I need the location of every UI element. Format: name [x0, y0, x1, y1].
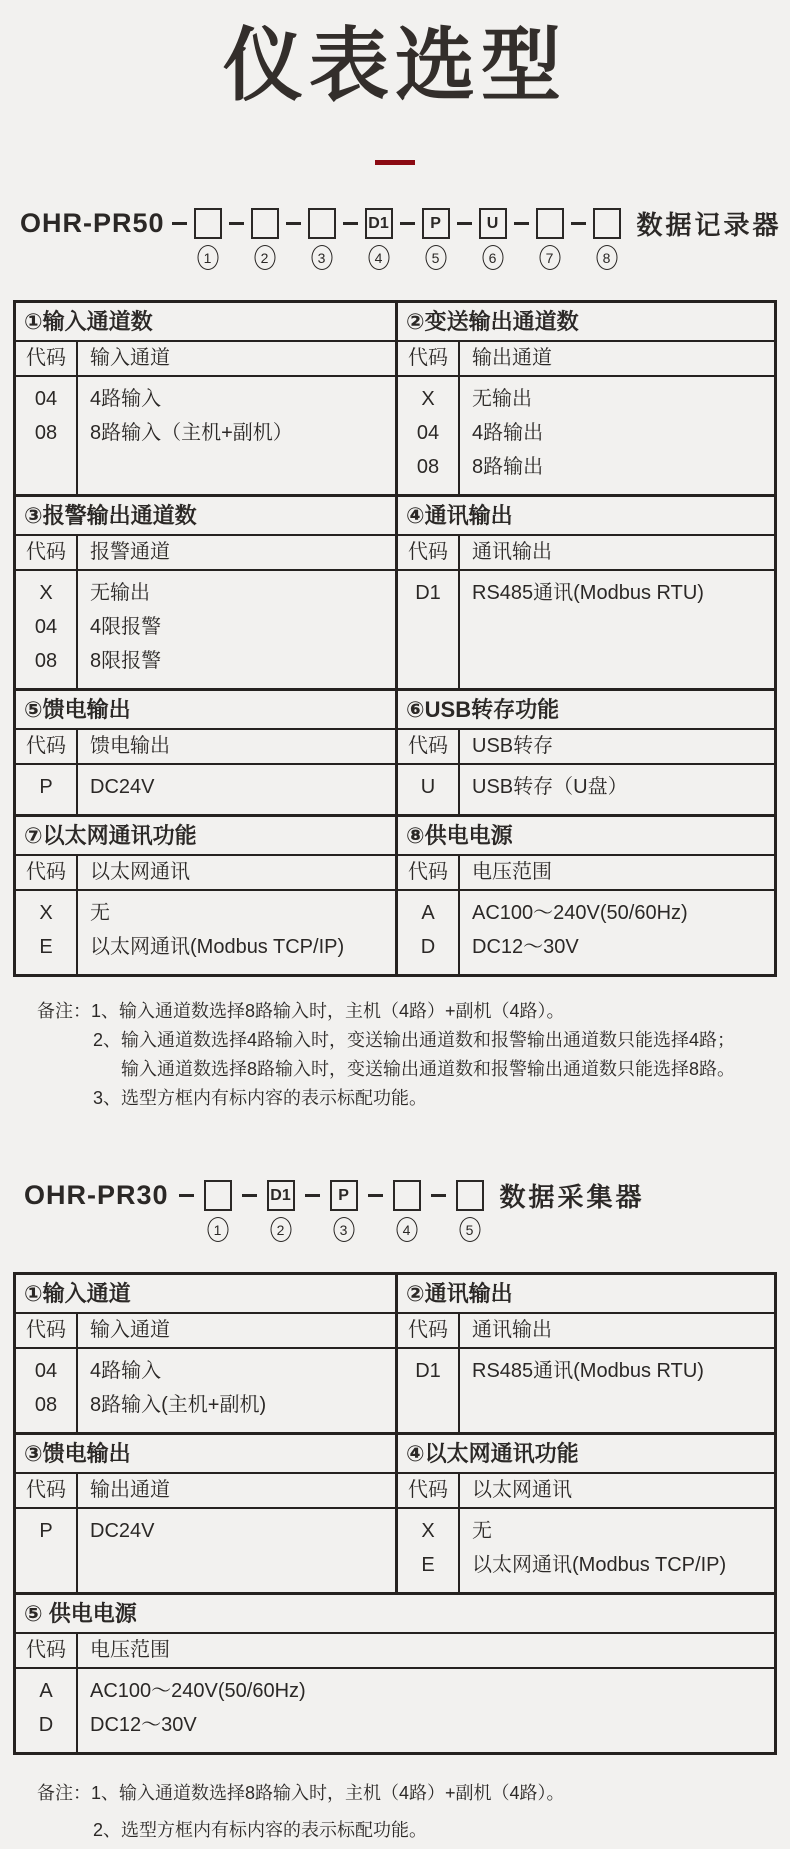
desc-cell: 4路输入: [90, 388, 162, 410]
code-cell: 08: [34, 422, 58, 444]
code-column-header: 代码: [398, 536, 460, 569]
desc-cell: RS485通讯(Modbus RTU): [472, 582, 704, 604]
code-cell: 04: [34, 1360, 58, 1382]
desc-cells: [460, 377, 774, 494]
slot-number-badge: 2: [270, 1217, 291, 1242]
slot-number-badge: 7: [539, 245, 560, 270]
dash-separator: [229, 222, 244, 225]
notes-label: 备注：: [37, 1001, 91, 1021]
section-body: [398, 571, 774, 688]
code-column-header: 代码: [16, 536, 78, 569]
option-box-value: [456, 1180, 484, 1211]
table-pair-row: [16, 1275, 774, 1432]
section-header: ⑤馈电输出: [16, 691, 395, 730]
desc-column-header: 以太网通讯: [90, 861, 190, 883]
note-text: 2、输入通道数选择4路输入时，变送输出通道数和报警输出通道数只能选择4路；: [93, 1030, 736, 1050]
desc-column-header: 通讯输出: [472, 541, 552, 563]
section-usb-transfer: [395, 691, 774, 814]
code-cell: E: [421, 1554, 435, 1576]
code-cell: E: [39, 936, 53, 958]
pr50-notes: [37, 997, 790, 1113]
desc-cells: [460, 765, 774, 814]
column-header-row: [16, 536, 395, 571]
pr30-slot-5: [421, 1180, 484, 1238]
desc-cell: AC100～240V(50/60Hz): [472, 902, 688, 924]
code-cells: [16, 1669, 78, 1752]
desc-cell: 无: [90, 902, 110, 924]
code-cells: [398, 1509, 460, 1592]
code-cells: [398, 1349, 460, 1432]
accent-divider: [375, 160, 415, 165]
section-header: ①输入通道: [16, 1275, 395, 1314]
section-body: [398, 1509, 774, 1592]
pr50-slot-8: [564, 208, 621, 266]
desc-cells: [78, 765, 395, 814]
option-box: [393, 1180, 421, 1238]
desc-cell: 4限报警: [90, 616, 162, 638]
code-column-header: 代码: [16, 1634, 78, 1667]
desc-cell: 8限报警: [90, 650, 162, 672]
desc-cells: [78, 1669, 774, 1752]
code-cells: [398, 891, 460, 974]
option-box-value: D1: [365, 208, 393, 239]
pr30-model-prefix: OHR-PR30: [24, 1180, 169, 1210]
pr30-selection-table: [13, 1272, 777, 1755]
option-box-value: [194, 208, 222, 239]
pr50-slot-6: [450, 208, 507, 266]
section-header: ④通讯输出: [398, 497, 774, 536]
desc-cell: DC24V: [90, 776, 155, 798]
section-transmit-output-count: [395, 303, 774, 494]
code-cell: P: [39, 776, 53, 798]
pr50-slot-2: [222, 208, 279, 266]
desc-cells: [78, 377, 395, 494]
section-body: [16, 765, 395, 814]
section-body: [16, 891, 395, 974]
section-feed-power-output: [16, 691, 395, 814]
code-column-header: 代码: [16, 856, 78, 889]
column-header-row: [16, 342, 395, 377]
column-header-row: [16, 856, 395, 891]
slot-number-badge: 5: [459, 1217, 480, 1242]
code-cells: [16, 1349, 78, 1432]
desc-cell: RS485通讯(Modbus RTU): [472, 1360, 704, 1382]
code-column-header: 代码: [16, 730, 78, 763]
section-ethernet-comm: [16, 817, 395, 974]
desc-cell: 无: [472, 1520, 492, 1542]
desc-column-header: 报警通道: [90, 541, 170, 563]
option-box: [204, 1180, 232, 1238]
section-header: ③报警输出通道数: [16, 497, 395, 536]
table-pair-row: [16, 303, 774, 494]
section-power-supply: [16, 1592, 774, 1752]
code-cells: [16, 891, 78, 974]
dash-separator: [571, 222, 586, 225]
code-cells: [16, 571, 78, 688]
section-header: ①输入通道数: [16, 303, 395, 342]
code-column-header: 代码: [398, 856, 460, 889]
pr30-notes: [37, 1775, 790, 1849]
option-box: [593, 208, 621, 266]
desc-cells: [460, 1349, 774, 1432]
dash-separator: [286, 222, 301, 225]
section-header: ⑦以太网通讯功能: [16, 817, 395, 856]
desc-column-header: 通讯输出: [472, 1319, 552, 1341]
dash-separator: [172, 222, 187, 225]
slot-number-badge: 8: [596, 245, 617, 270]
column-header-row: [398, 536, 774, 571]
section-comm-output: [395, 497, 774, 688]
option-box-value: [536, 208, 564, 239]
table-pair-row: [16, 814, 774, 974]
section-body: [16, 1669, 774, 1752]
option-box: [267, 1180, 295, 1238]
option-box: [536, 208, 564, 266]
code-cell: 08: [34, 1394, 58, 1416]
option-box: [194, 208, 222, 266]
code-column-header: 代码: [398, 1474, 460, 1507]
option-box: [308, 208, 336, 266]
section-body: [398, 1349, 774, 1432]
column-header-row: [16, 1634, 774, 1669]
option-box: [479, 208, 507, 266]
pr50-slot-4: [336, 208, 393, 266]
code-cells: [16, 1509, 78, 1592]
pr30-slot-4: [358, 1180, 421, 1238]
pr50-model-suffix: 数据记录器: [636, 210, 782, 240]
section-header: ⑥USB转存功能: [398, 691, 774, 730]
code-column-header: 代码: [16, 342, 78, 375]
code-cell: 08: [34, 650, 58, 672]
section-header: ③馈电输出: [16, 1435, 395, 1474]
note-line: [37, 1812, 790, 1849]
desc-cell: 以太网通讯(Modbus TCP/IP): [90, 936, 345, 958]
code-cell: X: [39, 902, 53, 924]
section-alarm-output-count: [16, 497, 395, 688]
section-feed-power-output: [16, 1435, 395, 1592]
dash-separator: [431, 1194, 446, 1197]
code-cell: 04: [34, 616, 58, 638]
note-line: [37, 1775, 790, 1812]
dash-separator: [305, 1194, 320, 1197]
section-body: [398, 377, 774, 494]
note-line: [37, 1026, 790, 1055]
code-cell: D1: [415, 1360, 441, 1382]
code-cell: U: [420, 776, 436, 798]
slot-number-badge: 3: [333, 1217, 354, 1242]
code-column-header: 代码: [398, 730, 460, 763]
code-cell: A: [39, 1680, 53, 1702]
note-line: [37, 1084, 790, 1113]
code-cell: 04: [34, 388, 58, 410]
desc-column-header: 以太网通讯: [472, 1479, 572, 1501]
pr30-model-line: [24, 1177, 790, 1238]
desc-cells: [460, 891, 774, 974]
option-box: [251, 208, 279, 266]
pr30-slot-1: [169, 1180, 232, 1238]
option-box-value: [251, 208, 279, 239]
option-box-value: [204, 1180, 232, 1211]
desc-cell: 无输出: [90, 582, 150, 604]
section-ethernet-comm: [395, 1435, 774, 1592]
table-pair-row: [16, 494, 774, 688]
option-box-value: P: [422, 208, 450, 239]
code-cell: D: [420, 936, 436, 958]
table-pair-row: [16, 688, 774, 814]
code-cell: D1: [415, 582, 441, 604]
option-box-value: P: [330, 1180, 358, 1211]
section-input-channel: [16, 1275, 395, 1432]
code-cell: 08: [416, 456, 440, 478]
desc-column-header: 电压范围: [90, 1639, 170, 1661]
pr50-model-line: [20, 205, 790, 266]
section-body: [16, 1349, 395, 1432]
desc-cell: 8路输入（主机+副机）: [90, 422, 293, 444]
section-body: [16, 571, 395, 688]
code-cell: X: [421, 388, 435, 410]
desc-cells: [460, 1509, 774, 1592]
code-cells: [16, 765, 78, 814]
column-header-row: [16, 1314, 395, 1349]
desc-cells: [78, 571, 395, 688]
desc-cell: DC24V: [90, 1520, 155, 1542]
option-box-value: [593, 208, 621, 239]
note-text: 1、输入通道数选择8路输入时，主机（4路）+副机（4路）。: [91, 1783, 565, 1803]
column-header-row: [398, 1314, 774, 1349]
slot-number-badge: 1: [207, 1217, 228, 1242]
pr50-model-prefix: OHR-PR50: [20, 208, 165, 238]
option-box: [330, 1180, 358, 1238]
section-body: [16, 1509, 395, 1592]
dash-separator: [179, 1194, 194, 1197]
note-text: 3、选型方框内有标内容的表示标配功能。: [93, 1088, 428, 1108]
desc-cell: 无输出: [472, 388, 532, 410]
desc-cell: DC12～30V: [472, 936, 579, 958]
desc-column-header: 输入通道: [90, 1319, 170, 1341]
code-cell: A: [421, 902, 435, 924]
slot-number-badge: 6: [482, 245, 503, 270]
dash-separator: [514, 222, 529, 225]
desc-cell: 4路输入: [90, 1360, 162, 1382]
note-text: 2、选型方框内有标内容的表示标配功能。: [93, 1820, 428, 1840]
desc-cell: 8路输出: [472, 456, 544, 478]
dash-separator: [368, 1194, 383, 1197]
column-header-row: [398, 730, 774, 765]
slot-number-badge: 1: [197, 245, 218, 270]
desc-cells: [78, 891, 395, 974]
pr50-slot-7: [507, 208, 564, 266]
desc-column-header: 电压范围: [472, 861, 552, 883]
dash-separator: [400, 222, 415, 225]
code-cells: [398, 377, 460, 494]
section-header: ⑧供电电源: [398, 817, 774, 856]
option-box: [422, 208, 450, 266]
code-cell: P: [39, 1520, 53, 1542]
desc-cells: [78, 1509, 395, 1592]
section-header: ④以太网通讯功能: [398, 1435, 774, 1474]
desc-cell: DC12～30V: [90, 1714, 197, 1736]
code-cell: 04: [416, 422, 440, 444]
code-cell: D: [38, 1714, 54, 1736]
option-box-value: [393, 1180, 421, 1211]
desc-cell: USB转存（U盘）: [472, 776, 628, 798]
option-box: [365, 208, 393, 266]
desc-cell: 8路输入(主机+副机): [90, 1394, 267, 1416]
page-title: 仪表选型: [223, 21, 567, 110]
desc-cells: [460, 571, 774, 688]
section-header: ②通讯输出: [398, 1275, 774, 1314]
note-line: [37, 997, 790, 1026]
slot-number-badge: 5: [425, 245, 446, 270]
slot-number-badge: 2: [254, 245, 275, 270]
section-header: ②变送输出通道数: [398, 303, 774, 342]
desc-cells: [78, 1349, 395, 1432]
column-header-row: [398, 856, 774, 891]
desc-cell: 以太网通讯(Modbus TCP/IP): [472, 1554, 727, 1576]
pr50-slot-5: [393, 208, 450, 266]
column-header-row: [16, 1474, 395, 1509]
desc-cell: 4路输出: [472, 422, 544, 444]
code-column-header: 代码: [398, 1314, 460, 1347]
code-cell: X: [421, 1520, 435, 1542]
pr50-slot-1: [165, 208, 222, 266]
dash-separator: [343, 222, 358, 225]
dash-separator: [242, 1194, 257, 1197]
section-header: ⑤ 供电电源: [16, 1595, 774, 1634]
note-text: 1、输入通道数选择8路输入时，主机（4路）+副机（4路）。: [91, 1001, 565, 1021]
desc-column-header: 输出通道: [472, 347, 552, 369]
column-header-row: [398, 342, 774, 377]
note-text: 输入通道数选择8路输入时，变送输出通道数和报警输出通道数只能选择8路。: [121, 1059, 736, 1079]
code-column-header: 代码: [16, 1474, 78, 1507]
pr50-slot-3: [279, 208, 336, 266]
table-pair-row: [16, 1432, 774, 1592]
desc-column-header: 馈电输出: [90, 735, 170, 757]
code-cells: [398, 765, 460, 814]
section-body: [16, 377, 395, 494]
section-input-channel-count: [16, 303, 395, 494]
pr30-slot-2: [232, 1180, 295, 1238]
slot-number-badge: 4: [368, 245, 389, 270]
desc-column-header: 输出通道: [90, 1479, 170, 1501]
code-column-header: 代码: [16, 1314, 78, 1347]
option-box-value: D1: [267, 1180, 295, 1211]
pr50-selection-table: [13, 300, 777, 977]
section-power-supply: [395, 817, 774, 974]
note-line: [37, 1055, 790, 1084]
desc-column-header: USB转存: [472, 735, 554, 757]
notes-label: 备注：: [37, 1783, 91, 1803]
section-comm-output: [395, 1275, 774, 1432]
code-column-header: 代码: [398, 342, 460, 375]
code-cells: [16, 377, 78, 494]
slot-number-badge: 4: [396, 1217, 417, 1242]
code-cell: X: [39, 582, 53, 604]
section-body: [398, 765, 774, 814]
column-header-row: [398, 1474, 774, 1509]
desc-column-header: 输入通道: [90, 347, 170, 369]
pr30-model-suffix: 数据采集器: [499, 1182, 645, 1212]
option-box-value: [308, 208, 336, 239]
desc-cell: AC100～240V(50/60Hz): [90, 1680, 306, 1702]
section-body: [398, 891, 774, 974]
dash-separator: [457, 222, 472, 225]
column-header-row: [16, 730, 395, 765]
slot-number-badge: 3: [311, 245, 332, 270]
pr30-slot-3: [295, 1180, 358, 1238]
option-box: [456, 1180, 484, 1238]
code-cells: [398, 571, 460, 688]
option-box-value: U: [479, 208, 507, 239]
